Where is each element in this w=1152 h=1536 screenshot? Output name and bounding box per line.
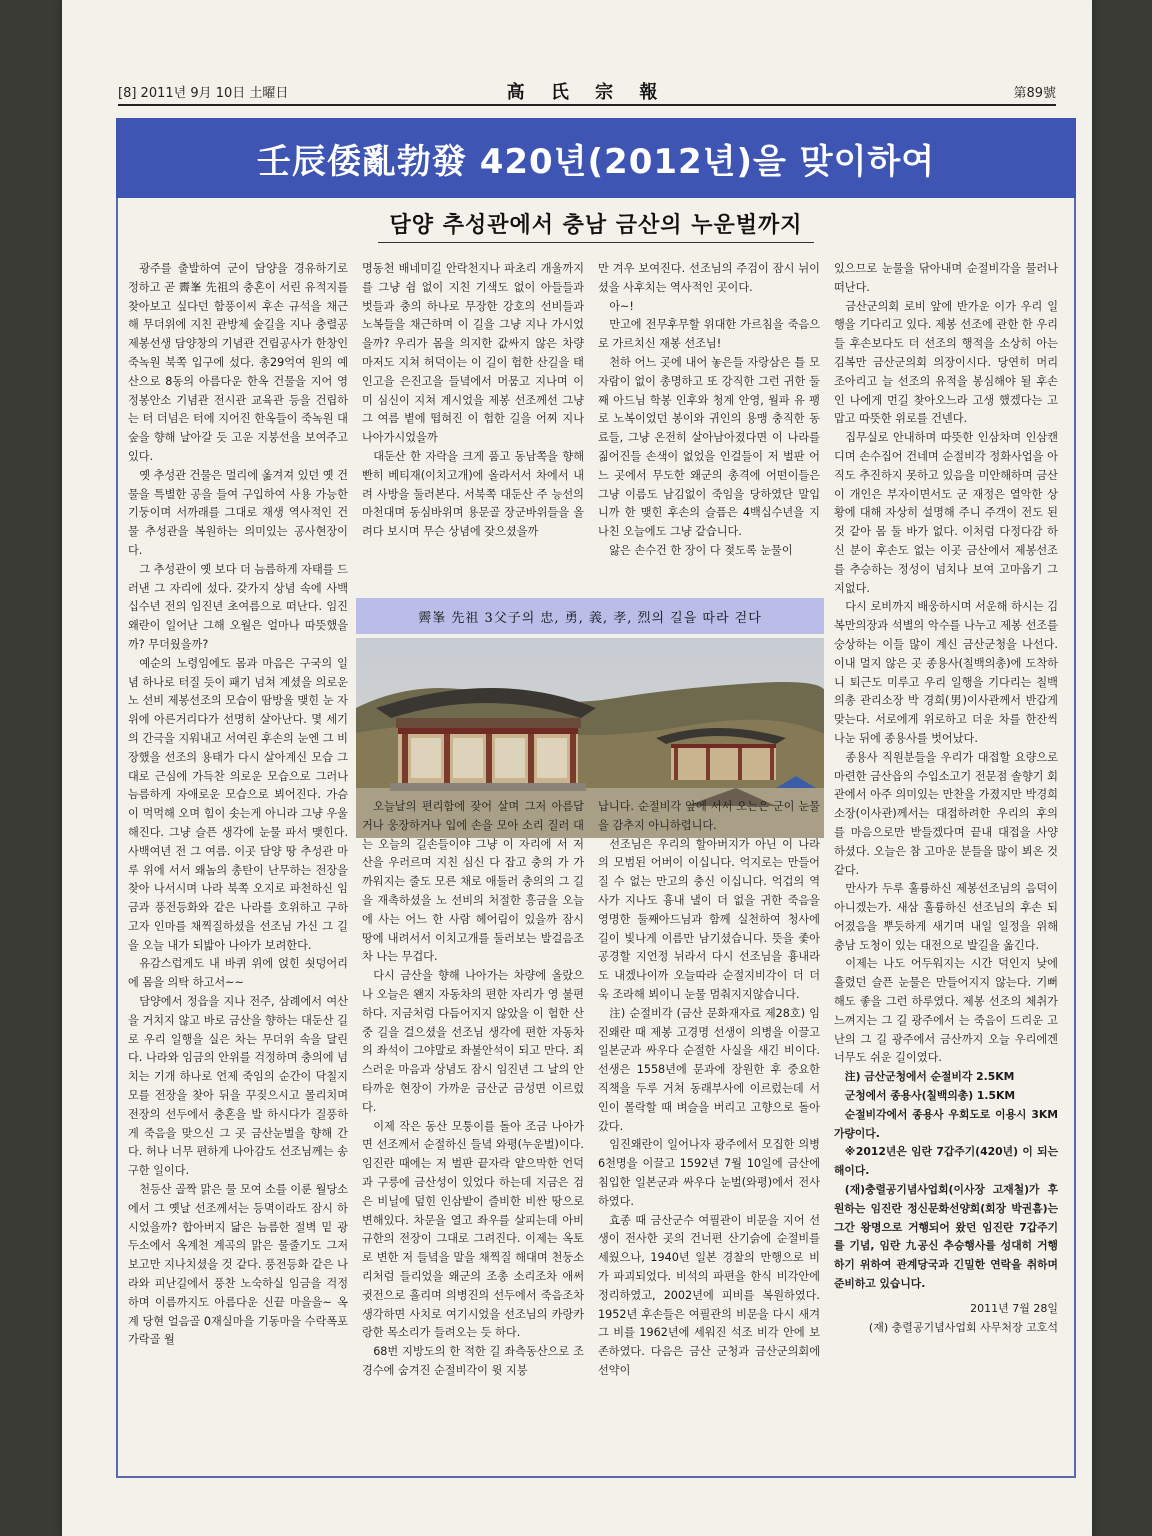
article-box xyxy=(116,198,1076,1478)
photo-caption: 霽峯 先祖 3父子의 忠, 勇, 義, 孝, 烈의 길을 따라 걷다 xyxy=(356,598,824,634)
issue-number: 第89號 xyxy=(1013,86,1056,101)
newspaper-title: 高 氏 宗 報 xyxy=(506,82,668,103)
paragraph: 앓은 손수건 한 장이 다 젖도록 눈물이 xyxy=(609,543,793,557)
paragraph: 아~! xyxy=(609,299,634,313)
paragraph: 예순의 노령임에도 몸과 마음은 구국의 일념 하나로 터질 듯이 패기 넘쳐 계셨을 의로운 노 선비 제봉선조의 모습이 땀방울 맺힌 눈 자위에 아른거리다가 선명히 살아난다. 몇 세기의 간극을 지워내고 서여린 후손의 눈엔 그 비장했을 선조의 용태가 다시 살아계신 모습 그대로 근심에 가득찬 의로운 모습으로 그러나 늠름하게 자애로운 모습으로 뵈어진다. 가슴이 먹먹해 오며 힘이 솟는게 아니라 그냥 우울해진다. 그냥 슬픈 생각에 눈물 파서 맺힌다. 사백여년 전 그 여름. 이곳 담양 땅 추성관 마루 위에 서서 왜놈의 총탄이 난무하는 전장을 찾아 나서시며 나라 북쪽 오지로 파천하신 임금과 풍전등화와 같은 나라를 호위하고 구하고자 인마를 채찍질하셨을 선조님 가신 그 길을 오늘 내가 되밟아 나아가 보려한다. xyxy=(128,656,348,952)
paragraph: 임진왜란이 일어나자 광주에서 모집한 의병 6천명을 이끌고 1592년 7월 10일에 금산에 침입한 일본군과 싸우다 눈벌(와평)에서 전사하였다. xyxy=(598,1138,820,1208)
paragraph: 천하 어느 곳에 내어 놓은들 자랑삼은 틀 모자람이 없이 총명하고 또 강직한 그런 귀한 둘째 아드님 학봉 인후와 청계 안영, 월파 유 팽로 노복이었던 봉이와 귀인의 용맹 충직한 동료들, 그냥 온전히 살아남아졌다면 이 나라를 짊어진들 손색이 없었을 인걸들이 저 벌판 어느 곳에서 무도한 왜군의 총격에 어떤이들은 그냥 이름도 남김없이 죽임을 당하였단 말입니까 한 맺힌 후손의 슬픔은 4백십수년을 지나친 오늘에도 그냥 같습니다. xyxy=(598,355,820,539)
paragraph: 종용사 직원분들을 우리가 대접할 요량으로 마련한 금산읍의 수입소고기 전문점 솔향기 회관에서 아주 의미있는 만찬을 가졌지만 박경희소장(이사관)께서는 대접하려한 우리의 후의를 마음으로만 받들겠다며 끝내 대접을 사양 하셨다. 오늘은 참 고마운 분들을 많이 뵈온 것 같다. xyxy=(834,750,1058,877)
newspaper-page xyxy=(62,0,1092,1536)
paragraph: 만사가 두루 훌륭하신 제봉선조님의 음덕이 아니겠는가. 새삼 훌륭하신 선조님의 후손 되어졌음을 뿌듯하게 새기며 내일 일정을 위해 충남 도청이 있는 대전으로 발길을 옮긴다. xyxy=(834,882,1058,952)
paragraph: 유감스럽게도 내 바퀴 위에 얹힌 쇳덩어리에 몸을 의탁 하고서~~ xyxy=(128,957,348,990)
paragraph: 68번 지방도의 한 적한 길 좌측동산으로 조경수에 숨겨진 순절비각이 윗 지붕 xyxy=(362,1345,584,1377)
paragraph: 있으므로 눈물을 닦아내며 순절비각을 물러나 떠난다. xyxy=(834,262,1058,294)
column-4 xyxy=(834,260,1058,1460)
paragraph: 이제는 나도 어두워지는 시간 덕인지 낮에 흘렸던 슬픈 눈물은 만들어지지 않는다. 기뻐해도 좋을 그런 하루였다. 제봉 선조의 체취가 느껴지는 그 길 광주에서 는 죽음이 드리운 고난의 그 길 광주에서 금산까지 오늘 우리에겐 너무도 쉬운 길이였다. xyxy=(834,957,1058,1065)
issue-date: [8] 2011년 9月 10日 土曜日 xyxy=(118,86,289,101)
column-1 xyxy=(128,260,348,1460)
column-2-bottom xyxy=(362,798,584,1463)
signature-date: 2011년 7월 28일 xyxy=(970,1301,1058,1315)
paragraph: 이제 작은 동산 모퉁이를 돌아 조금 나아가면 선조께서 순절하신 들녘 와평(누운벌)이다. 임진란 때에는 저 벌판 끝자락 얕으막한 언덕과 구릉에 금산성이 있었다 하는데 지금은 검은 비닐에 덮힌 인삼밭이 즐비한 비싼 땅으로 변해있다. 차문을 열고 좌우를 살피는데 아비규한의 전장이 그대로 그려진다. 이제는 옥토로 변한 저 들녘을 말을 채찍질 해대며 천둥소리처럼 들리었을 왜군의 조총 소리조차 애써 귓전으로 흘리며 의병진의 선두에서 죽음조차 생각하면 사치로 여기시었을 선조님의 카랑카랑한 목소리가 들려오는 듯 하다. xyxy=(362,1119,584,1340)
headline-banner xyxy=(116,118,1076,198)
paragraph: 그 추성관이 옛 보다 더 늠름하게 자태를 드러낸 그 자리에 섰다. 갖가지 상념 속에 사백십수년 전의 임진년 초여름으로 떠난다. 임진왜란이 일어난 그해 오월은 얼마나 따뜻했을까? 무더웠을까? xyxy=(128,562,348,651)
column-2-top xyxy=(362,260,584,578)
signature xyxy=(834,1300,1058,1338)
paragraph: 천등산 골짝 맑은 물 모여 소를 이룬 월당소에서 그 옛날 선조께서는 등멱이라도 잠시 하시었을까? 합아버지 닮은 늠름한 절벽 밑 광두소에서 옥계천 계곡의 맑은 물줄기도 그저 보고만 지나치셨을 것 같다. 풍전등화 같은 나라와 피난길에서 풍찬 노숙하실 임금을 걱정하며 이름까지도 아름다운 신끝 마을을~ 옥계 당현 얼음골 0재실마을 기동마을 수락폭포 가락골 월 xyxy=(128,1183,348,1347)
paragraph: 만 겨우 보여진다. 선조님의 주검이 잠시 뉘이셨을 사후치는 역사적인 곳이다. xyxy=(598,262,820,294)
subheadline: 담양 추성관에서 충남 금산의 누운벌까지 xyxy=(389,212,803,238)
headline: 壬辰倭亂勃發 420년(2012년)을 맞이하여 xyxy=(256,141,936,182)
column-3-bottom xyxy=(598,798,820,1463)
note-line: 注) 금산군청에서 순절비각 2.5KM xyxy=(844,1070,1015,1084)
paragraph: 납니다. 순절비각 앞에 서서 오는은 군이 눈물을 감추지 아니하렵니다. xyxy=(598,800,820,832)
paragraph: 다시 금산을 향해 나아가는 차량에 올랐으나 오늘은 왠지 자동차의 편한 자리가 영 불편하다. 지금처럼 다듬어지지 않았을 이 험한 산중 길을 걸으셨을 선조님 생각에 편한 자동차의 좌석이 그야말로 좌불안석이 되고 만다. 죄스러운 마음과 상념도 잠시 임진년 그 날의 안타까운 현장이 가까운 금산군 금성면 이르렀다. xyxy=(362,969,584,1114)
paragraph: 금산군의회 로비 앞에 반가운 이가 우리 일행을 기다리고 있다. 제봉 선조에 관한 한 우리들 후손보다도 더 선조의 행적을 소상히 아는 김복만 금산군의회 의장이시다. 당연히 머리 조아리고 늘 선조의 유적을 봉심해야 될 후손인 나에게 먼길 찾아오느라 고생 했겠다는 고맙고 따뜻한 위로를 건넨다. xyxy=(834,299,1058,426)
paragraph: 만고에 전무후무할 위대한 가르침을 죽음으로 가르치신 재봉 선조님! xyxy=(598,318,820,351)
paragraph: 명동천 배네미길 안락천지나 파초리 개울까지를 그냥 쉼 없이 지친 기색도 없이 아들들과 벗들과 충의 하나로 무장한 강호의 선비들과 노복들을 채근하며 이 길을 그냥 지나 가시었을까? 우리가 몸을 의지한 값싸지 않은 차량 마저도 지쳐 허덕이는 이 길이 험한 산길을 태인고을 은진고을 들녘에서 머뭄고 지나며 이미 심신이 지쳐 계시었을 제봉 선조께선 그냥 그 여름 볕에 떱혀진 이 험한 길을 어찌 지나 나아가시었을까 xyxy=(362,262,584,445)
notes xyxy=(834,1068,1058,1294)
note-line: ※2012년은 임란 7갑주기(420년) 이 되는 해이다. xyxy=(834,1145,1058,1178)
signature-author: (재) 충렬공기념사업회 사무처장 고호석 xyxy=(868,1320,1058,1334)
paragraph: 옛 추성관 건물은 멀리에 옮겨져 있던 옛 건물을 특별한 공을 들여 구입하여 사용 가능한 기둥이며 서까래를 그대로 재생 역사적인 건물 추성관을 복원하는 의미있는 공사현장이다. xyxy=(128,468,348,557)
paragraph: 注) 순절비각 (금산 문화재자료 제28호) 임진왜란 때 제봉 고경명 선생이 의병을 이끌고 일본군과 싸우다 순절한 사실을 새긴 비이다. 선생은 1558년에 문과에 장원한 후 중요한 직책을 두루 거쳐 동래부사에 이르렀는데 서인이 몰락할 때 벼슬을 버리고 고향으로 돌아갔다. xyxy=(598,1006,820,1133)
paragraph: 효종 때 금산군수 여필관이 비문을 지어 선생이 전사한 곳의 건너편 산기슭에 순절비를 세웠으나, 1940년 일본 경찰의 만행으로 비가 파괴되었다. 비석의 파편을 한식 비각안에 정리하였고, 2002년에 피비를 복원하였다. 1952년 후손들은 여필관의 비문을 다시 새겨 그 비를 1962년에 세워진 석조 비각 안에 보존하였다. 다음은 금산 군청과 금산군의회에 선약이 xyxy=(598,1213,820,1377)
column-3-top xyxy=(598,260,820,578)
paragraph: 담양에서 정읍을 지나 전주, 삼례에서 여산을 거치지 않고 바로 금산을 향하는 대둔산 길로 우리 일행을 실은 차는 무더위 속을 달린다. 나라와 임금의 안위를 걱정하며 충의에 넘치는 기개 하나로 언제 죽임의 순간이 닥칠지 모를 전장을 찾아 뒤을 꾸짖으시고 몰리치며 전장의 선두에서 충혼을 발 하시다가 질풍하게 죽음을 맞으신 그 곳 금산눈벌을 향해 간다. 허나 너무 편하게 나아감도 선조님께는 송구한 일이다. xyxy=(128,995,348,1178)
note-line: 순절비각에서 종용사 우회도로 이용시 3KM 가량이다. xyxy=(834,1107,1058,1140)
note-line: (재)충렬공기념사업회(이사장 고재철)가 후원하는 임진란 정신문화선양회(회장 박권흠)는 그간 왕명으로 거행되어 왔던 임진란 7갑주기를 기념, 임란 九공신 추승행사를 성대히 거행하기 위하여 관계당국과 긴밀한 연락을 취하며 준비하고 있습니다. xyxy=(834,1183,1058,1291)
subheadline-rule xyxy=(378,242,814,243)
paragraph: 선조님은 우리의 할아버지가 아닌 이 나라의 모범된 어버이 이십니다. 억지로는 만들어질 수 없는 만고의 충신 이십니다. 억겁의 역사가 지나도 흉내 낼이 더 없을 귀한 죽음을 영명한 둘째아드님과 함께 실천하여 청사에 길이 빛나게 이름만 남기셨습니다. 뜻을 좇아 공경할 지언정 뉘라서 다시 선조님을 흉내라도 내겠나이까 오늘따라 순절지비각이 더 더욱 조라해 뵈이니 눈물 멈춰지지않습니다. xyxy=(598,837,820,1001)
paragraph: 오늘날의 편리함에 잦어 살며 그저 아름답거나 웅장하거나 입에 손을 모아 소리 질러 대는 오늘의 길손들이야 그냥 이 자리에 서 저 산을 우러르며 지친 심신 다 잡고 충의 가 가까워지는 줄도 모른 채로 애둘러 충의의 그 길을 재촉하셨을 노 선비의 처절한 흥금을 오늘에 사는 어느 한 사람 헤어림이 있을까 잠시 땅에 내려서서 이치고개를 둘러보는 발걸음조차 나는 무겁다. xyxy=(362,800,584,964)
paragraph: 다시 로비까지 배웅하시며 서운해 하시는 김복만의장과 석별의 악수를 나누고 제봉 선조를 숭상하는 이들 많이 계신 금산군청을 나선다. 이내 멀지 않은 곳 종용사(칠백의총)에 도착하니 퇴근도 미루고 우리 일행을 기다리는 칠백의총 관리소장 박 경희(男)이사관께서 반갑게 맞는다. 서로에게 위로하고 더운 차를 한잔씩 나눈 뒤에 종용사를 벗어났다. xyxy=(834,600,1058,745)
paragraph: 대둔산 한 자락을 크게 품고 동남쪽을 향해 빤히 베티재(이치고개)에 올라서서 차에서 내려 사방을 둘러본다. 서북쪽 대둔산 주 능선의 마천대며 동심바위며 용문골 장군바위들을 올려다 보시며 무슨 상념에 잦으셨을까 xyxy=(362,449,584,539)
paragraph: 집무실로 안내하며 따뜻한 인삼차며 인삼캔디며 손수집어 건네며 순절비각 정화사업을 아직도 추진하지 못하고 있음을 미안해하며 금산이 개인은 부자이면서도 군 재정은 열악한 상황에 대해 자상히 설명해 주니 주객이 전도 된 것 같아 몸 둘 바가 없다. 이처럼 다정다감 하신 분이 후손도 없는 이곳 금산에서 제봉선조를 추승하는 정성이 넘치나 보여 고마웁기 그지없다. xyxy=(834,431,1058,595)
masthead xyxy=(118,76,1056,106)
paragraph: 광주를 출발하여 군이 담양을 경유하기로 정하고 곧 霽峯 先祖의 충혼이 서린 유적지를 찾아보고 싶다던 함풍이씨 후손 규석을 채근해 무더위에 지친 관방제 숲길을 지나 충렬공 제봉선생 담양창의 기념관 건립공사가 한창인 죽녹원 북쪽 입구에 섰다. 총29억여 원의 예산으로 8동의 아름다운 한옥 건물을 지어 영정봉안소 기념관 전시관 교육관 등을 건립하는 터 더넘은 터에 지어진 한옥들이 죽녹원 대숲을 향해 날아갈 듯 고운 지붕선을 보여주고 있다. xyxy=(128,262,348,463)
note-line: 군청에서 종용사(칠백의총) 1.5KM xyxy=(844,1089,1016,1103)
